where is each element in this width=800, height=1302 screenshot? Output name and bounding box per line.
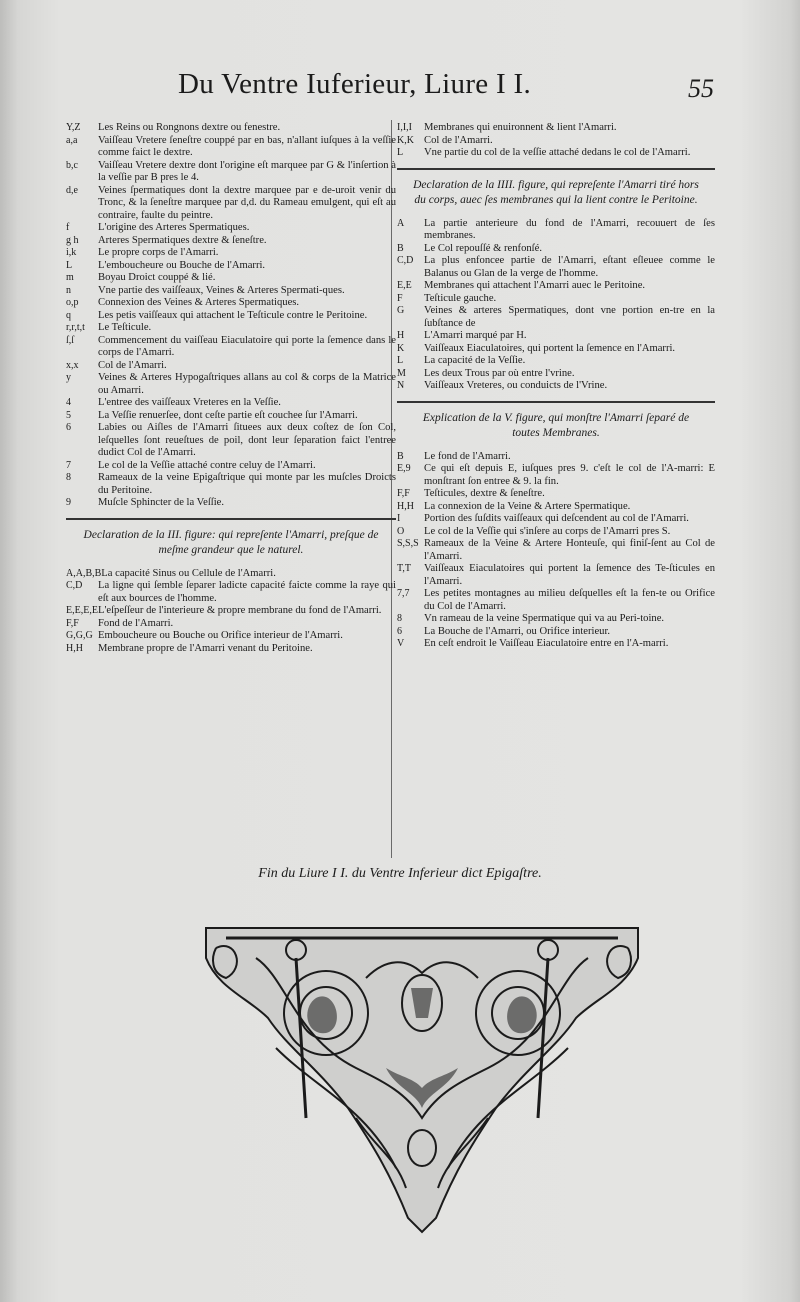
legend-entry — [397, 638, 715, 651]
legend-text: Portion des ſuſdits vaiſſeaux qui deſcendent au col de l'Amarri. — [424, 513, 689, 524]
legend-entry — [397, 122, 715, 135]
legend-key: a,a — [66, 134, 78, 146]
legend-text: La ligne qui ſemble ſeparer ladicte capacité faicte comme la raye qui eſt aux bources de l'homme. — [98, 580, 396, 604]
legend-entry — [397, 147, 715, 160]
legend-text: Rameaux de la veine Epigaſtrique qui monte par les muſcles Droicts du Peritoine. — [98, 472, 396, 496]
legend-entry — [66, 643, 396, 656]
legend-entry — [66, 247, 396, 260]
legend-key: A,A,B,B — [66, 567, 102, 579]
right-column — [397, 122, 715, 651]
legend-text: Vne partie des vaiſſeaux, Veines & Arteres Spermati-ques. — [98, 284, 345, 296]
legend-entry — [397, 330, 715, 343]
legend-text: La connexion de la Veine & Artere Spermatique. — [424, 500, 631, 512]
legend-entry — [397, 513, 715, 526]
legend-entry — [397, 243, 715, 256]
legend-key: r,r,t,t — [66, 322, 85, 333]
legend-text: La plus enfoncee partie de l'Amarri, eſtant eſleuee comme le Balanus ou Glan de la verge de l'homme. — [424, 255, 715, 279]
legend-key: K — [397, 342, 405, 354]
legend-key: 8 — [397, 613, 402, 624]
legend-key: I — [397, 513, 401, 524]
legend-key: A — [397, 217, 405, 229]
legend-key: 8 — [66, 472, 71, 483]
legend-key: G,G,G — [66, 630, 93, 641]
legend-key: K,K — [397, 134, 414, 146]
legend-key: o,p — [66, 297, 79, 308]
legend-entry — [397, 380, 715, 393]
legend-text: Vaiſſeaux Eiaculatoires, qui portent la ſemence en l'Amarri. — [424, 342, 676, 354]
legend-text: Le col de la Veſſie qui s'inſere au corps de l'Amarri pres S. — [424, 525, 671, 537]
legend-entry — [397, 343, 715, 356]
legend-entry — [397, 501, 715, 514]
legend-text: Vaiſſeau Vretere ſeneſtre couppé par en bas, n'allant iuſques à la veſſie comme faict le dextre. — [98, 134, 396, 158]
legend-text: Le fond de l'Amarri. — [424, 450, 511, 462]
legend-text: Le Col repouſſé & renfonſé. — [424, 242, 542, 254]
legend-text: Membrane propre de l'Amarri venant du Peritoine. — [98, 642, 313, 654]
legend-text: La Bouche de l'Amarri, ou Orifice interieur. — [424, 625, 611, 637]
section-rule — [66, 518, 396, 520]
legend-key: b,c — [66, 159, 78, 171]
legend-entry — [66, 185, 396, 223]
legend-text: L'emboucheure ou Bouche de l'Amarri. — [98, 259, 266, 271]
legend-entry — [397, 463, 715, 488]
legend-key: V — [397, 638, 405, 649]
legend-key: M — [397, 367, 406, 379]
legend-text: Vn rameau de la veine Spermatique qui va au Peri-toine. — [424, 613, 665, 624]
legend-key: S,S,S — [397, 538, 419, 549]
legend-text: L'eſpeſſeur de l'interieure & propre membrane du fond de l'Amarri. — [98, 605, 382, 616]
legend-key: g h — [66, 234, 79, 246]
legend-key: B — [397, 450, 404, 462]
figure-5-caption: Explication de la V. figure, qui monſtre l'Amarri ſeparé de toutes Membranes. — [422, 411, 690, 439]
legend-text: Col de l'Amarri. — [98, 359, 167, 371]
legend-text: L'origine des Arteres Spermatiques. — [98, 222, 250, 233]
figure-3-caption: Declaration de la III. figure: qui repreſente l'Amarri, preſque de meſme grandeur que le naturel. — [83, 528, 379, 556]
legend-key: 7,7 — [397, 588, 410, 599]
legend-entry — [397, 488, 715, 501]
legend-key: H,H — [397, 500, 414, 512]
legend-entry — [66, 580, 396, 605]
legend-entry — [66, 122, 396, 135]
legend-text: Fond de l'Amarri. — [98, 617, 174, 629]
legend-entry — [397, 526, 715, 539]
legend-entry — [66, 472, 396, 497]
section-rule — [397, 168, 715, 170]
legend-entry — [66, 322, 396, 335]
legend-text: Vaiſſeaux Eiaculatoires qui portent la ſemence des Te-ſticules en l'Amarri. — [424, 563, 715, 587]
legend-entry — [397, 135, 715, 148]
legend-entry — [66, 272, 396, 285]
legend-entry — [66, 310, 396, 323]
legend-entry — [66, 410, 396, 423]
legend-key: F — [397, 292, 403, 304]
legend-text: Veines ſpermatiques dont la dextre marquee par e de-uroit venir du Tronc, & la ſeneſtre marquee par d,d. du Rameau emulgent, qui eſt au contraire, faulte du peintre. — [98, 184, 396, 221]
legend-text: Vne partie du col de la veſſie attaché dedans le col de l'Amarri. — [424, 147, 691, 158]
legend-text: Boyau Droict couppé & lié. — [98, 272, 216, 283]
legend-key: E,9 — [397, 463, 411, 474]
legend-entry — [66, 260, 396, 273]
legend-key: q — [66, 309, 71, 321]
legend-key: B — [397, 242, 404, 254]
legend-key: 7 — [66, 459, 71, 471]
legend-key: N — [397, 380, 405, 391]
legend-entry — [66, 618, 396, 631]
running-header — [0, 66, 800, 114]
legend-text: La partie anterieure du fond de l'Amarri, recouuert de ſes membranes. — [424, 217, 715, 241]
legend-entry — [66, 568, 396, 581]
legend-key: C,D — [397, 255, 414, 266]
legend-key: E,E — [397, 280, 412, 291]
left-column — [66, 122, 396, 655]
page-number: 55 — [688, 74, 714, 103]
legend-entry — [397, 218, 715, 243]
legend-text: Col de l'Amarri. — [424, 134, 493, 146]
legend-key: F,F — [66, 617, 79, 629]
legend-key: m — [66, 272, 74, 283]
legend-entry — [66, 222, 396, 235]
legend-text: Ce qui eſt depuis E, iuſques pres 9. c'eſt le col de l'A-marri: E monſtrant ſon entree & 9. la fin. — [424, 463, 715, 487]
legend-key: L — [397, 355, 404, 366]
legend-key: n — [66, 284, 71, 296]
legend-text: Vaiſſeaux Vreteres, ou conduicts de l'Vrine. — [424, 380, 608, 391]
legend-key: I,I,I — [397, 122, 412, 133]
legend-text: La capacité de la Veſſie. — [424, 355, 526, 366]
legend-text: Teſticules, dextre & ſeneſtre. — [424, 488, 545, 499]
legend-key: F,F — [397, 488, 410, 499]
legend-text: Les deux Trous par où entre l'vrine. — [424, 367, 575, 379]
legend-key: O — [397, 525, 405, 537]
legend-key: ſ,ſ — [66, 334, 75, 346]
legend-key: 6 — [66, 422, 71, 433]
woodcut-tailpiece-ornament — [196, 918, 648, 1236]
legend-entry — [66, 135, 396, 160]
legend-text: Le propre corps de l'Amarri. — [98, 247, 219, 258]
legend-text: Teſticule gauche. — [424, 292, 497, 304]
legend-text: Arteres Spermatiques dextre & ſeneſtre. — [98, 234, 267, 246]
legend-entry — [66, 605, 396, 618]
legend-entry — [66, 422, 396, 460]
legend-text: La capacité Sinus ou Cellule de l'Amarri. — [101, 567, 276, 579]
legend-entry — [397, 355, 715, 368]
book-end-line: Fin du Liure I I. du Ventre Inferieur dict Epigaſtre. — [258, 866, 542, 881]
legend-entry — [397, 451, 715, 464]
legend-text: Veines & Arteres Hypogaſtriques allans au col & corps de la Matrice ou Amarri. — [98, 372, 396, 396]
legend-entry — [397, 588, 715, 613]
legend-text: L'Amarri marqué par H. — [424, 330, 527, 341]
legend-text: Commencement du vaiſſeau Eiaculatoire qui porte la ſemence dans le corps de l'Amarri. — [98, 334, 396, 358]
legend-text: Le col de la Veſſie attaché contre celuy de l'Amarri. — [98, 459, 316, 471]
legend-text: Veines & arteres Spermatiques, dont vne portion en-tre en la ſubſtance de — [424, 305, 715, 329]
legend-text: Labies ou Aiſles de l'Amarri ſituees aux deux coſtez de ſon Col, leſquelles ſont reueſtues de poil, dont leur ſeparation faict l'entree dudict Col de l'Amarri. — [98, 422, 396, 458]
legend-entry — [397, 255, 715, 280]
legend-entry — [66, 285, 396, 298]
legend-key: T,T — [397, 563, 411, 574]
legend-text: La Veſſie renuerſee, dont ceſte partie eſt couchee ſur l'Amarri. — [98, 409, 358, 421]
legend-entry — [397, 293, 715, 306]
legend-key: y — [66, 372, 71, 383]
legend-entry — [66, 372, 396, 397]
legend-key: Y,Z — [66, 122, 81, 133]
legend-text: Membranes qui attachent l'Amarri auec le Peritoine. — [424, 280, 646, 291]
legend-entry — [66, 235, 396, 248]
legend-entry — [66, 160, 396, 185]
legend-text: Muſcle Sphincter de la Veſſie. — [98, 497, 225, 508]
legend-entry — [66, 630, 396, 643]
legend-key: E,E,E,E — [66, 605, 98, 616]
section-rule — [397, 401, 715, 403]
legend-entry — [397, 305, 715, 330]
legend-text: L'entree des vaiſſeaux Vreteres en la Veſſie. — [98, 397, 281, 408]
legend-key: 9 — [66, 497, 71, 508]
legend-key: d,e — [66, 184, 78, 196]
legend-text: Emboucheure ou Bouche ou Orifice interieur de l'Amarri. — [98, 630, 343, 641]
legend-entry — [66, 360, 396, 373]
legend-entry — [66, 497, 396, 510]
legend-entry — [397, 613, 715, 626]
legend-text: Connexion des Veines & Arteres Spermatiques. — [98, 297, 300, 308]
legend-entry — [397, 538, 715, 563]
legend-entry — [397, 563, 715, 588]
legend-text: Vaiſſeau Vretere dextre dont l'origine eſt marquee par G & l'inſertion à la veſſie par B pres le 4. — [98, 159, 396, 183]
legend-text: Rameaux de la Veine & Artere Honteuſe, qui finiſ-ſent au Col de l'Amarri. — [424, 538, 715, 562]
legend-key: H — [397, 330, 405, 341]
legend-text: Les petites montagnes au milieu deſquelles eſt la fen-te ou Orifice du Col de l'Amarri. — [424, 588, 715, 612]
legend-key: L — [66, 259, 73, 271]
figure-4-caption: Declaration de la IIII. figure, qui repreſente l'Amarri tiré hors du corps, auec ſes membranes qui la lient contre le Peritoine. — [413, 178, 699, 206]
legend-key: L — [397, 147, 404, 158]
legend-text: Le Teſticule. — [98, 322, 152, 333]
legend-entry — [66, 297, 396, 310]
legend-entry — [66, 335, 396, 360]
page-title: Du Ventre Iuferieur, Liure I I. — [178, 68, 532, 100]
legend-key: 4 — [66, 397, 71, 408]
legend-key: H,H — [66, 642, 83, 654]
legend-entry — [397, 626, 715, 639]
legend-text: Les petis vaiſſeaux qui attachent le Teſticule contre le Peritoine. — [98, 309, 368, 321]
legend-key: G — [397, 305, 405, 316]
legend-key: f — [66, 222, 70, 233]
legend-entry — [397, 368, 715, 381]
legend-key: C,D — [66, 580, 83, 591]
legend-key: i,k — [66, 247, 77, 258]
legend-entry — [66, 460, 396, 473]
legend-entry — [66, 397, 396, 410]
legend-text: Les Reins ou Rongnons dextre ou fenestre. — [98, 122, 281, 133]
legend-key: x,x — [66, 359, 79, 371]
legend-key: 6 — [397, 625, 402, 637]
legend-entry — [397, 280, 715, 293]
legend-key: 5 — [66, 409, 71, 421]
legend-text: Membranes qui enuironnent & lient l'Amarri. — [424, 122, 617, 133]
legend-text: En ceſt endroit le Vaiſſeau Eiaculatoire entre en l'A-marri. — [424, 638, 669, 649]
